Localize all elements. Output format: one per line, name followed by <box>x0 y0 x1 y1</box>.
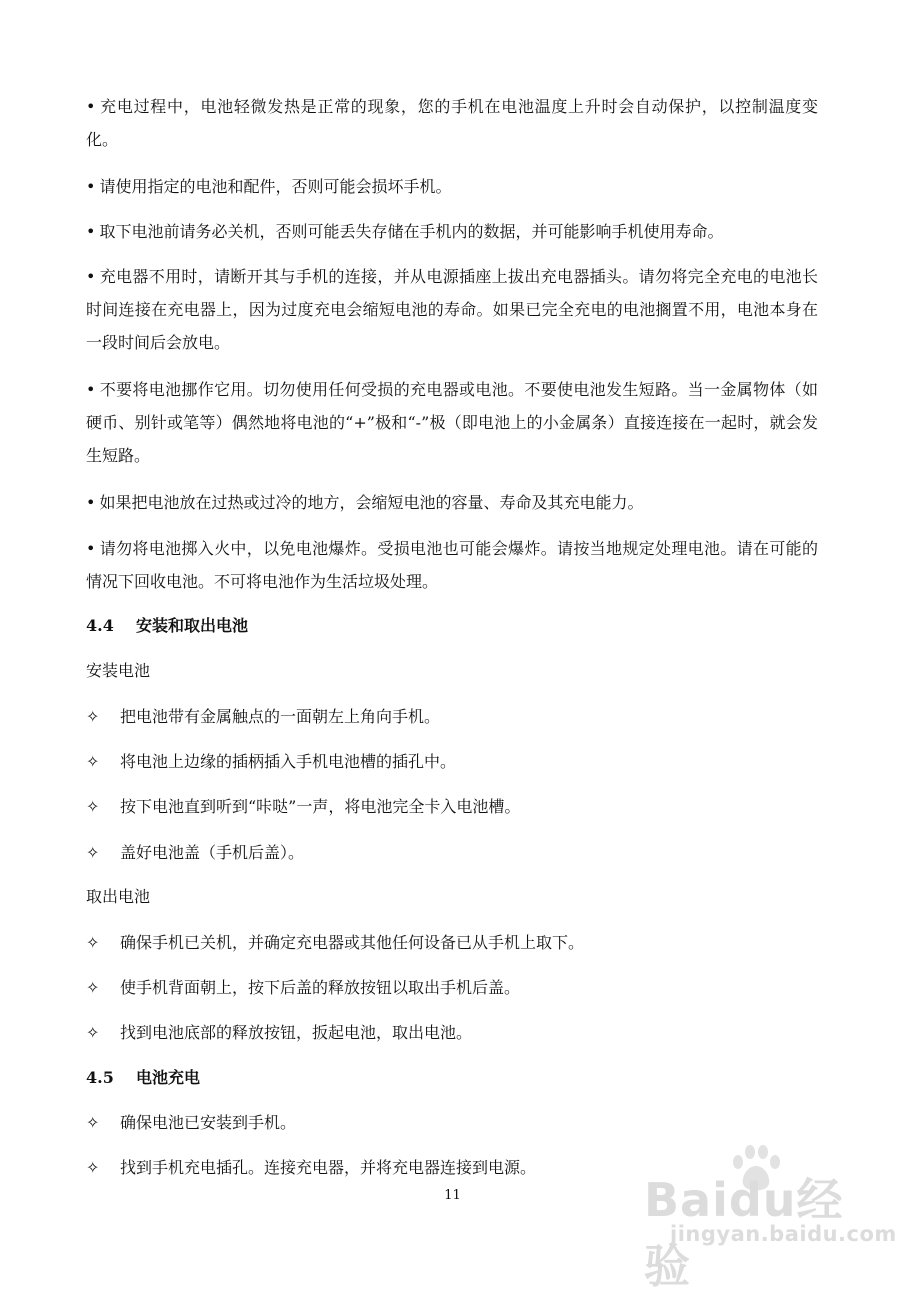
watermark-brand: Baidu经验 <box>644 1173 844 1293</box>
step-text: 按下电池直到听到“咔哒”一声，将电池完全卡入电池槽。 <box>120 797 521 816</box>
bullet-text: 请勿将电池掷入火中，以免电池爆炸。受损电池也可能会爆炸。请按当地规定处理电池。请在可能的情况下回收电池。不可将电池作为生活垃圾处理。 <box>86 539 818 591</box>
bullet-paragraph <box>86 260 818 359</box>
bullet-text: 请使用指定的电池和配件，否则可能会损坏手机。 <box>99 177 452 196</box>
bullet-text: 不要将电池挪作它用。切勿使用任何受损的充电器或电池。不要使电池发生短路。当一金属物体（如硬币、别针或笔等）偶然地将电池的“+”极和“-”极（即电池上的小金属条）直接连接在一起时，就会发生短路。 <box>86 380 818 465</box>
bullet-text: 如果把电池放在过热或过冷的地方，会缩短电池的容量、寿命及其充电能力。 <box>99 493 644 512</box>
bullet-paragraph <box>86 170 818 203</box>
bullet-text: 取下电池前请务必关机，否则可能丢失存储在手机内的数据，并可能影响手机使用寿命。 <box>99 222 724 241</box>
install-step <box>86 750 456 774</box>
section-title: 安装和取出电池 <box>136 616 249 635</box>
subheading-install: 安装电池 <box>86 661 151 680</box>
bullet-dot: • <box>86 177 96 196</box>
step-text: 将电池上边缘的插柄插入手机电池槽的插孔中。 <box>120 752 457 771</box>
charge-step <box>86 1156 536 1180</box>
bullet-text: 充电过程中，电池轻微发热是正常的现象，您的手机在电池温度上升时会自动保护，以控制温度变化。 <box>86 97 818 149</box>
charge-step <box>86 1111 296 1135</box>
star-bullet-icon: ✧ <box>86 1023 100 1042</box>
step-text: 盖好电池盖（手机后盖）。 <box>120 843 305 862</box>
bullet-dot: • <box>86 267 96 286</box>
bullet-dot: • <box>86 539 96 558</box>
bullet-paragraph <box>86 486 818 519</box>
bullet-paragraph <box>86 373 818 472</box>
star-bullet-icon: ✧ <box>86 797 100 816</box>
section-title: 电池充电 <box>136 1068 201 1087</box>
bullet-paragraph <box>86 90 818 156</box>
section-number: 4.4 <box>86 616 114 635</box>
star-bullet-icon: ✧ <box>86 752 100 771</box>
step-text: 把电池带有金属触点的一面朝左上角向手机。 <box>120 707 441 726</box>
star-bullet-icon: ✧ <box>86 1158 100 1177</box>
step-text: 确保手机已关机，并确定充电器或其他任何设备已从手机上取下。 <box>120 933 585 952</box>
bullet-text: 充电器不用时，请断开其与手机的连接，并从电源插座上拔出充电器插头。请勿将完全充电的电池长时间连接在充电器上，因为过度充电会缩短电池的寿命。如果已完全充电的电池搁置不用，电池本身在一段时间后会放电。 <box>86 267 818 352</box>
step-text: 使手机背面朝上，按下后盖的释放按钮以取出手机后盖。 <box>120 978 521 997</box>
subheading-remove: 取出电池 <box>86 887 151 906</box>
star-bullet-icon: ✧ <box>86 978 100 997</box>
step-text: 确保电池已安装到手机。 <box>120 1113 297 1132</box>
bullet-dot: • <box>86 222 96 241</box>
bullet-dot: • <box>86 97 96 116</box>
remove-step <box>86 1021 472 1045</box>
remove-step <box>86 976 520 1000</box>
star-bullet-icon: ✧ <box>86 843 100 862</box>
bullet-paragraph <box>86 532 818 598</box>
bullet-dot: • <box>86 493 96 512</box>
install-step <box>86 705 440 729</box>
step-text: 找到手机充电插孔。连接充电器，并将充电器连接到电源。 <box>120 1158 537 1177</box>
watermark-url: jingyan.baidu.com <box>670 1222 897 1246</box>
page-number: 11 <box>444 1188 461 1203</box>
install-step <box>86 841 304 865</box>
bullet-dot: • <box>86 380 96 399</box>
remove-step <box>86 931 584 955</box>
baidu-watermark <box>640 1140 897 1293</box>
section-number: 4.5 <box>86 1068 114 1087</box>
bullet-paragraph <box>86 215 818 248</box>
star-bullet-icon: ✧ <box>86 707 100 726</box>
section-heading-4-4 <box>86 614 248 638</box>
step-text: 找到电池底部的释放按钮，扳起电池，取出电池。 <box>120 1023 473 1042</box>
star-bullet-icon: ✧ <box>86 933 100 952</box>
install-step <box>86 795 520 819</box>
star-bullet-icon: ✧ <box>86 1113 100 1132</box>
section-heading-4-5 <box>86 1066 200 1090</box>
